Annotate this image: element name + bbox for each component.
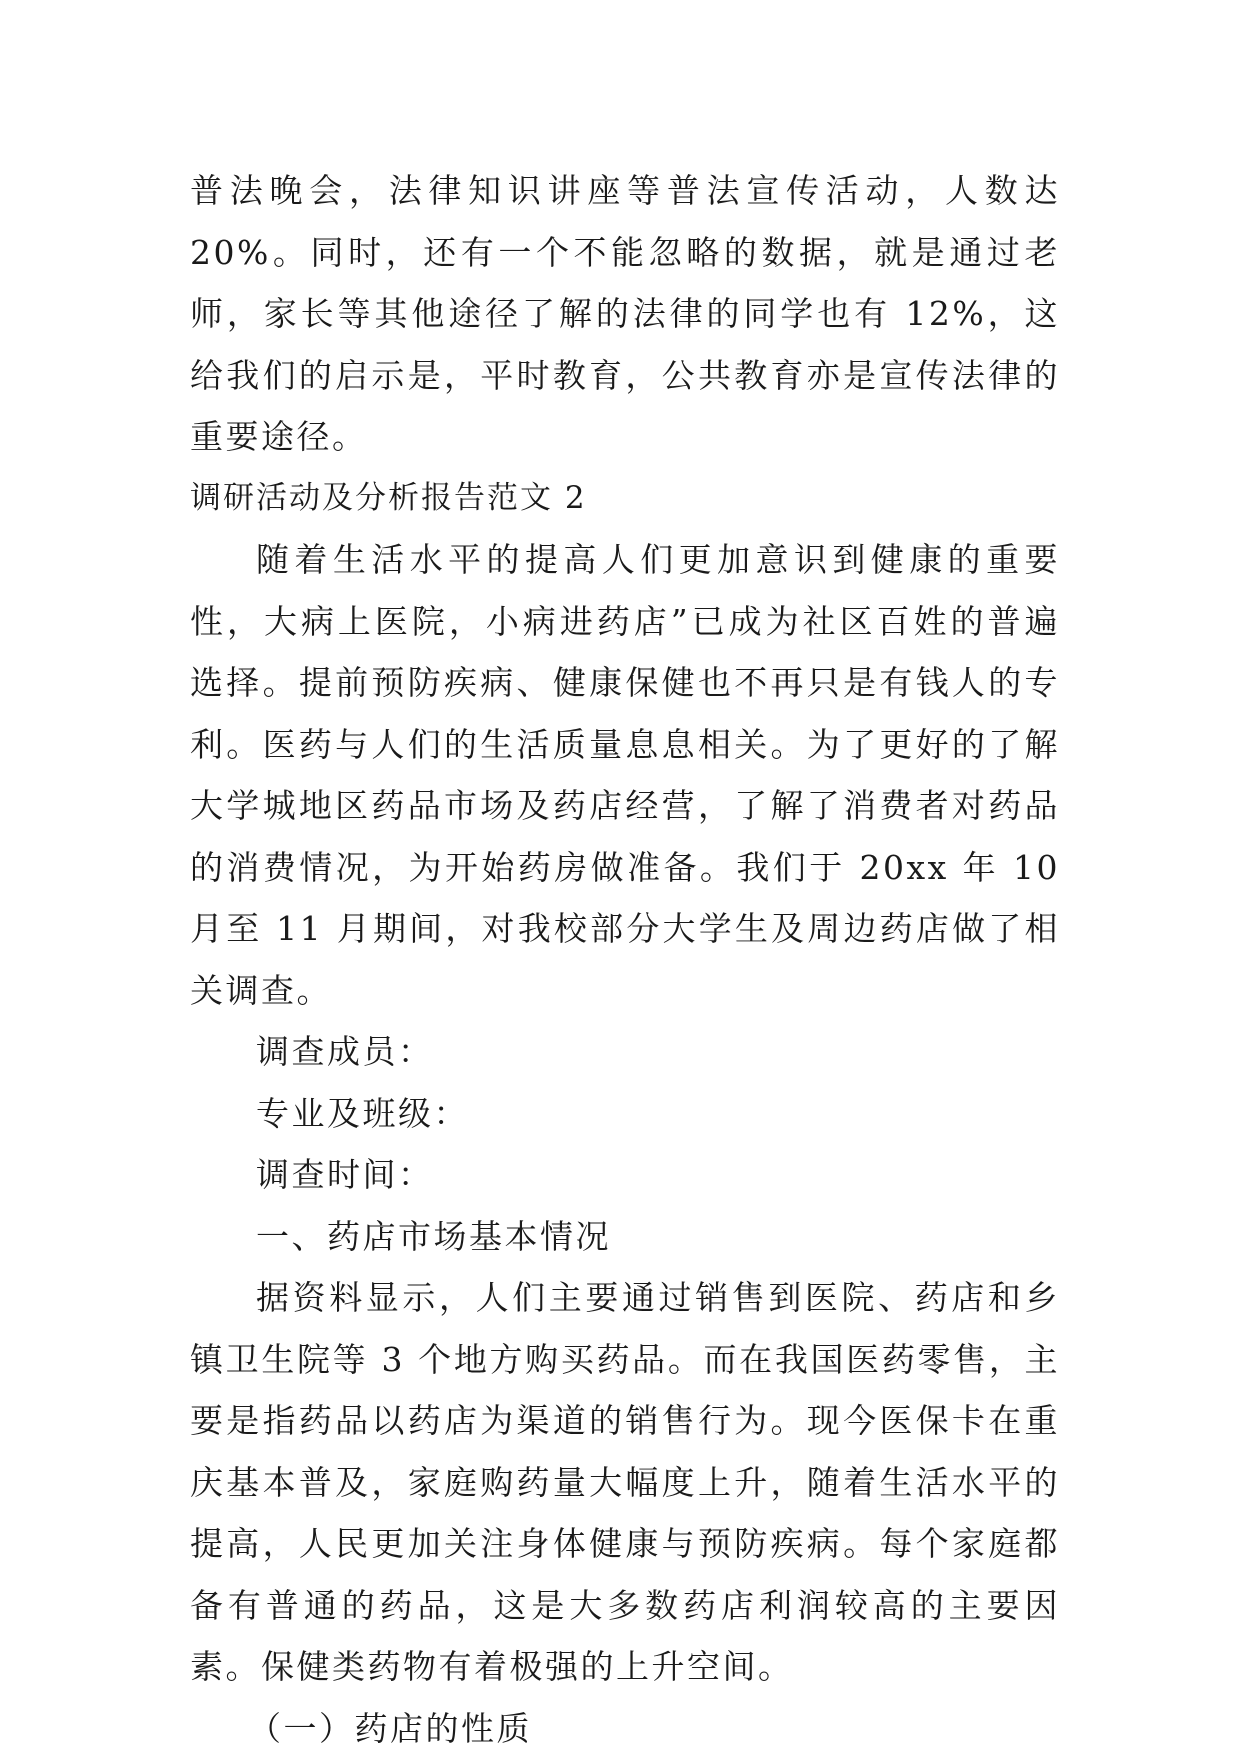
subsection-heading-nature: （一）药店的性质: [190, 1698, 1060, 1759]
paragraph-market: 据资料显示，人们主要通过销售到医院、药店和乡镇卫生院等 3 个地方购买药品。而在我国医药零售，主要是指药品以药店为渠道的销售行为。现今医保卡在重庆基本普及，家庭购药量大幅度上升，随着生活水平的提高，人民更加关注身体健康与预防疾病。每个家庭都备有普通的药品，这是大多数药店利润较高的主要因素。保健类药物有着极强的上升空间。: [190, 1267, 1060, 1698]
survey-members-label: 调查成员：: [190, 1021, 1060, 1083]
major-class-label: 专业及班级：: [190, 1083, 1060, 1145]
document-page: [190, 160, 1060, 1759]
survey-time-label: 调查时间：: [190, 1144, 1060, 1206]
section-heading-market: 一、药店市场基本情况: [190, 1206, 1060, 1268]
paragraph-intro: 普法晚会，法律知识讲座等普法宣传活动，人数达 20%。同时，还有一个不能忽略的数据，就是通过老师，家长等其他途径了解的法律的同学也有 12%，这给我们的启示是，平时教育，公共教育亦是宣传法律的重要途径。: [190, 160, 1060, 468]
paragraph-background: 随着生活水平的提高人们更加意识到健康的重要性，大病上医院，小病进药店”已成为社区百姓的普遍选择。提前预防疾病、健康保健也不再只是有钱人的专利。医药与人们的生活质量息息相关。为了更好的了解大学城地区药品市场及药店经营，了解了消费者对药品的消费情况，为开始药房做准备。我们于 20xx 年 10 月至 11 月期间，对我校部分大学生及周边药店做了相关调查。: [190, 529, 1060, 1021]
report-title: 调研活动及分析报告范文 2: [190, 468, 1060, 530]
